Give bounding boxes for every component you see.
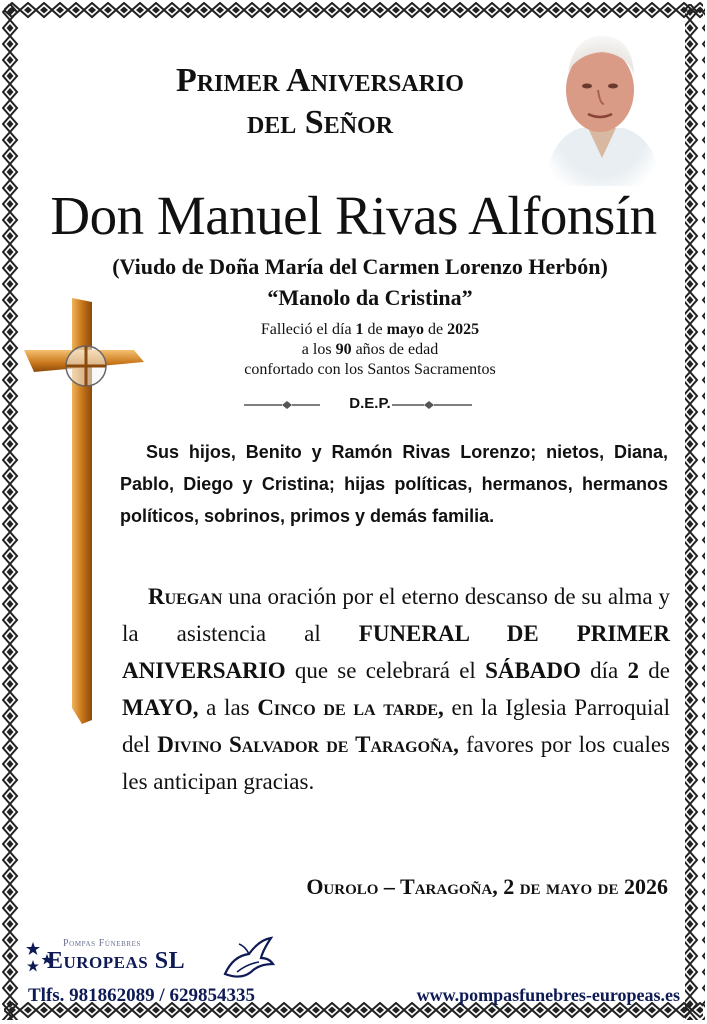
dep-separator xyxy=(160,393,580,417)
heading-line-2: del Señor xyxy=(246,104,394,141)
nickname: “Manolo da Cristina” xyxy=(267,285,473,310)
logo-name: Europeas SL xyxy=(47,948,186,974)
family-paragraph: Sus hijos, Benito y Ramón Rivas Lorenzo; nietos, Diana, Pablo, Diego y Cristina; hijas políticas, hermanos, hermanos políticos, sobrinos, primos y demás familia. xyxy=(120,442,668,526)
death-date-line: Falleció el día 1 de mayo de 2025 xyxy=(260,321,480,338)
phone-numbers: Tlfs. 981862089 / 629854335 xyxy=(28,985,255,1006)
funeral-home-logo xyxy=(25,934,285,984)
website-link[interactable]: www.pompasfunebres-europeas.es xyxy=(416,985,680,1005)
age-line: a los 90 años de edad xyxy=(301,341,439,358)
heading-line-1: Primer Aniversario xyxy=(176,62,464,99)
widower-of-text: (Viudo de Doña María del Carmen Lorenzo Herbón) xyxy=(112,254,608,279)
dove-icon xyxy=(219,934,275,984)
dep-label: D.E.P. xyxy=(349,395,391,412)
place-and-date: Ourolo – Taragoña, 2 de mayo de 2026 xyxy=(306,874,668,899)
death-details xyxy=(120,320,620,380)
deceased-portrait xyxy=(540,28,664,186)
sacraments-line: confortado con los Santos Sacramentos xyxy=(244,361,496,378)
deceased-name: Don Manuel Rivas Alfonsín xyxy=(50,185,657,246)
prayer-paragraph: Ruegan una oración por el eterno descanso de su alma y la asistencia al FUNERAL DE PRIMER ANIVERSARIO que se celebrará el SÁBADO día 2 de MAYO, a las Cinco de la tarde, en la Iglesia Parroquial del Divino Salvador de Taragoña, favores por los cuales les anticipan gracias. xyxy=(122,584,671,794)
logo-subtitle: Pompas Fúnebres xyxy=(63,938,141,949)
anniversary-heading xyxy=(150,60,490,144)
